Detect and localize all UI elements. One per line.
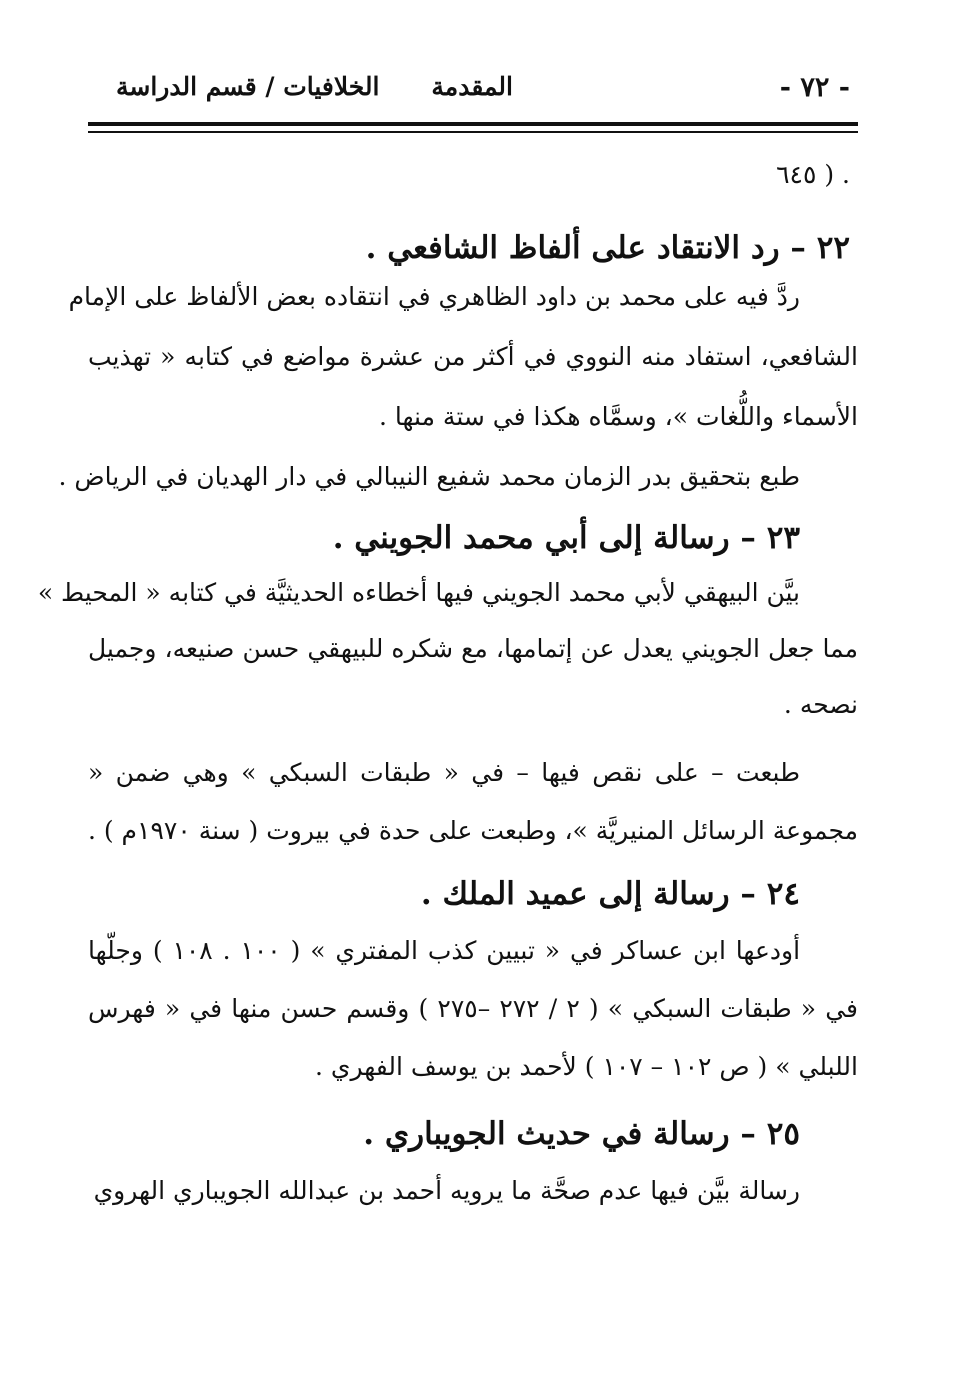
continued-footnote-line: . ( ٦٤٥ xyxy=(776,160,850,189)
paragraph-line: رسالة بيَّن فيها عدم صحَّة ما يرويه أحمد بن عبدالله الجويباري الهروي xyxy=(93,1176,800,1205)
paragraph-line: طبع بتحقيق بدر الزمان محمد شفيع النيبالي في دار الهديان في الرياض . xyxy=(58,462,800,491)
header-rule-thin xyxy=(88,131,858,133)
paragraph-line: الشافعي، استفاد منه النووي في أكثر من عشرة مواضع في كتابه « تهذيب xyxy=(88,342,858,371)
header-rule-thick xyxy=(88,122,858,126)
paragraph-line: أودعها ابن عساكر في « تبيين كذب المفتري » ( ١٠٠ . ١٠٨ ) وجلّها xyxy=(88,936,801,965)
item-22-paragraph-1 xyxy=(68,282,858,462)
section-title: المقدمة xyxy=(431,72,513,101)
running-header xyxy=(88,66,858,114)
paragraph-line: مما جعل الجويني يعدل عن إتمامها، مع شكره للبيهقي حسن صنيعه، وجميل xyxy=(88,634,858,663)
item-25-paragraph-1 xyxy=(88,1176,858,1216)
paragraph-line: نصحه . xyxy=(783,690,858,719)
item-24-heading: ٢٤ – رسالة إلى عميد الملك . xyxy=(420,876,800,912)
paragraph-line: اللبلي » ( ص ١٠٢ – ١٠٧ ) لأحمد بن يوسف الفهري . xyxy=(314,1052,858,1081)
item-23-paragraph-2 xyxy=(88,758,858,874)
paragraph-line: ردَّ فيه على محمد بن داود الظاهري في انتقاده بعض الألفاظ على الإمام xyxy=(68,282,800,311)
book-title: الخلافيات / قسم الدراسة xyxy=(116,72,380,101)
item-25-heading: ٢٥ – رسالة في حديث الجويباري . xyxy=(363,1116,800,1152)
paragraph-line: مجموعة الرسائل المنيريَّة »، وطبعت على حدة في بيروت ( سنة ١٩٧٠م ) . xyxy=(87,816,858,845)
page-number: - ٧٢ - xyxy=(779,72,850,103)
item-23-heading: ٢٣ – رسالة إلى أبي محمد الجويني . xyxy=(332,520,800,556)
paragraph-line: بيَّن البيهقي لأبي محمد الجويني فيها أخطاءه الحديثيَّة في كتابه « المحيط » xyxy=(37,578,800,607)
paragraph-line: طبعت – على نقص فيها – في « طبقات السبكي » وهي ضمن « xyxy=(88,758,800,787)
paragraph-line: في « طبقات السبكي » ( ٢ / ٢٧٢ –٢٧٥ ) وقسم حسن منها في « فهرس xyxy=(88,994,858,1023)
item-22-paragraph-2 xyxy=(58,462,858,518)
paragraph-line: الأسماء واللُّغات »، وسمَّاه هكذا في ستة منها . xyxy=(379,402,858,431)
page-body xyxy=(37,160,858,1216)
item-24-paragraph-1 xyxy=(88,936,858,1114)
item-23-paragraph-1 xyxy=(37,578,858,758)
item-22-heading: ٢٢ – رد الانتقاد على ألفاظ الشافعي . xyxy=(365,230,850,266)
